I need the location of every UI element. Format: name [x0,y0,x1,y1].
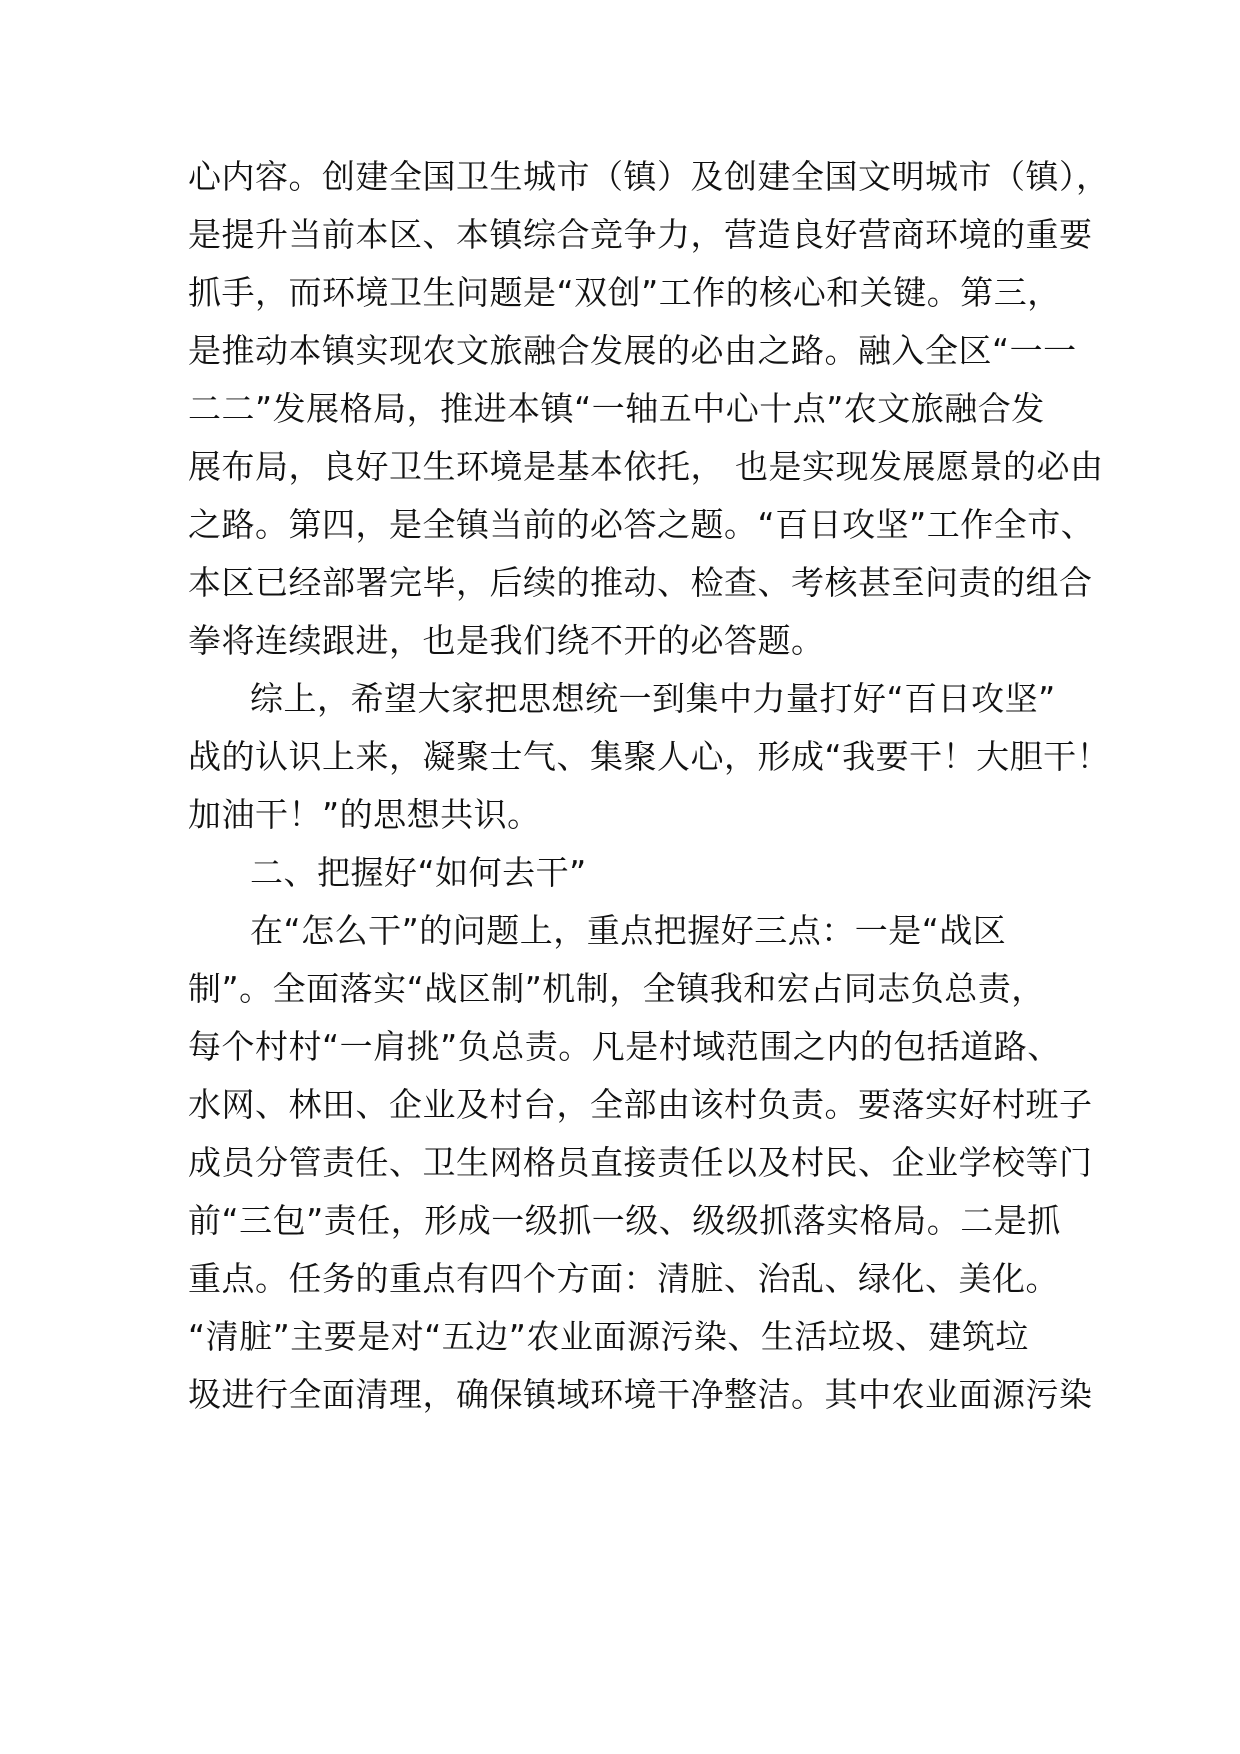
section-heading: 二、把握好“如何去干” [250,853,587,892]
text-line: “清脏”主要是对“五边”农业面源污染、生活垃圾、建筑垃 [188,1317,1029,1356]
text-line: 每个村村“一肩挑”负总责。凡是村域范围之内的包括道路、 [188,1027,1061,1066]
text-line: 心内容。创建全国卫生城市（镇）及创建全国文明城市（镇）， [188,157,1110,196]
text-line: 重点。任务的重点有四个方面：清脏、治乱、绿化、美化。 [188,1259,1059,1298]
paragraph-first-line: 在“怎么干”的问题上，重点把握好三点：一是“战区 [250,911,1007,950]
text-line: 制”。全面落实“战区制”机制，全镇我和宏占同志负总责， [188,969,1045,1008]
paragraph-first-line: 综上，希望大家把思想统一到集中力量打好“百日攻坚” [250,679,1056,718]
text-line: 是推动本镇实现农文旅融合发展的必由之路。融入全区“一一 [188,331,1077,370]
text-line: 战的认识上来，凝聚士气、集聚人心，形成“我要干！大胆干！ [188,737,1111,776]
text-line: 展布局，良好卫生环境是基本依托， 也是实现发展愿景的必由 [188,447,1104,486]
text-line: 成员分管责任、卫生网格员直接责任以及村民、企业学校等门 [188,1143,1093,1182]
text-line: 拳将连续跟进，也是我们绕不开的必答题。 [188,621,825,660]
text-line: 本区已经部署完毕，后续的推动、检查、考核甚至问责的组合 [188,563,1093,602]
text-line: 圾进行全面清理，确保镇域环境干净整洁。其中农业面源污染 [188,1375,1093,1414]
text-line: 之路。第四，是全镇当前的必答之题。“百日攻坚”工作全市、 [188,505,1095,544]
text-line: 二二”发展格局，推进本镇“一轴五中心十点”农文旅融合发 [188,389,1045,428]
text-line: 水网、林田、企业及村台，全部由该村负责。要落实好村班子 [188,1085,1093,1124]
text-line: 是提升当前本区、本镇综合竞争力，营造良好营商环境的重要 [188,215,1093,254]
text-line: 加油干！”的思想共识。 [188,795,541,834]
text-line: 抓手，而环境卫生问题是“双创”工作的核心和关键。第三， [188,273,1061,312]
text-line: 前“三包”责任，形成一级抓一级、级级抓落实格局。二是抓 [188,1201,1061,1240]
